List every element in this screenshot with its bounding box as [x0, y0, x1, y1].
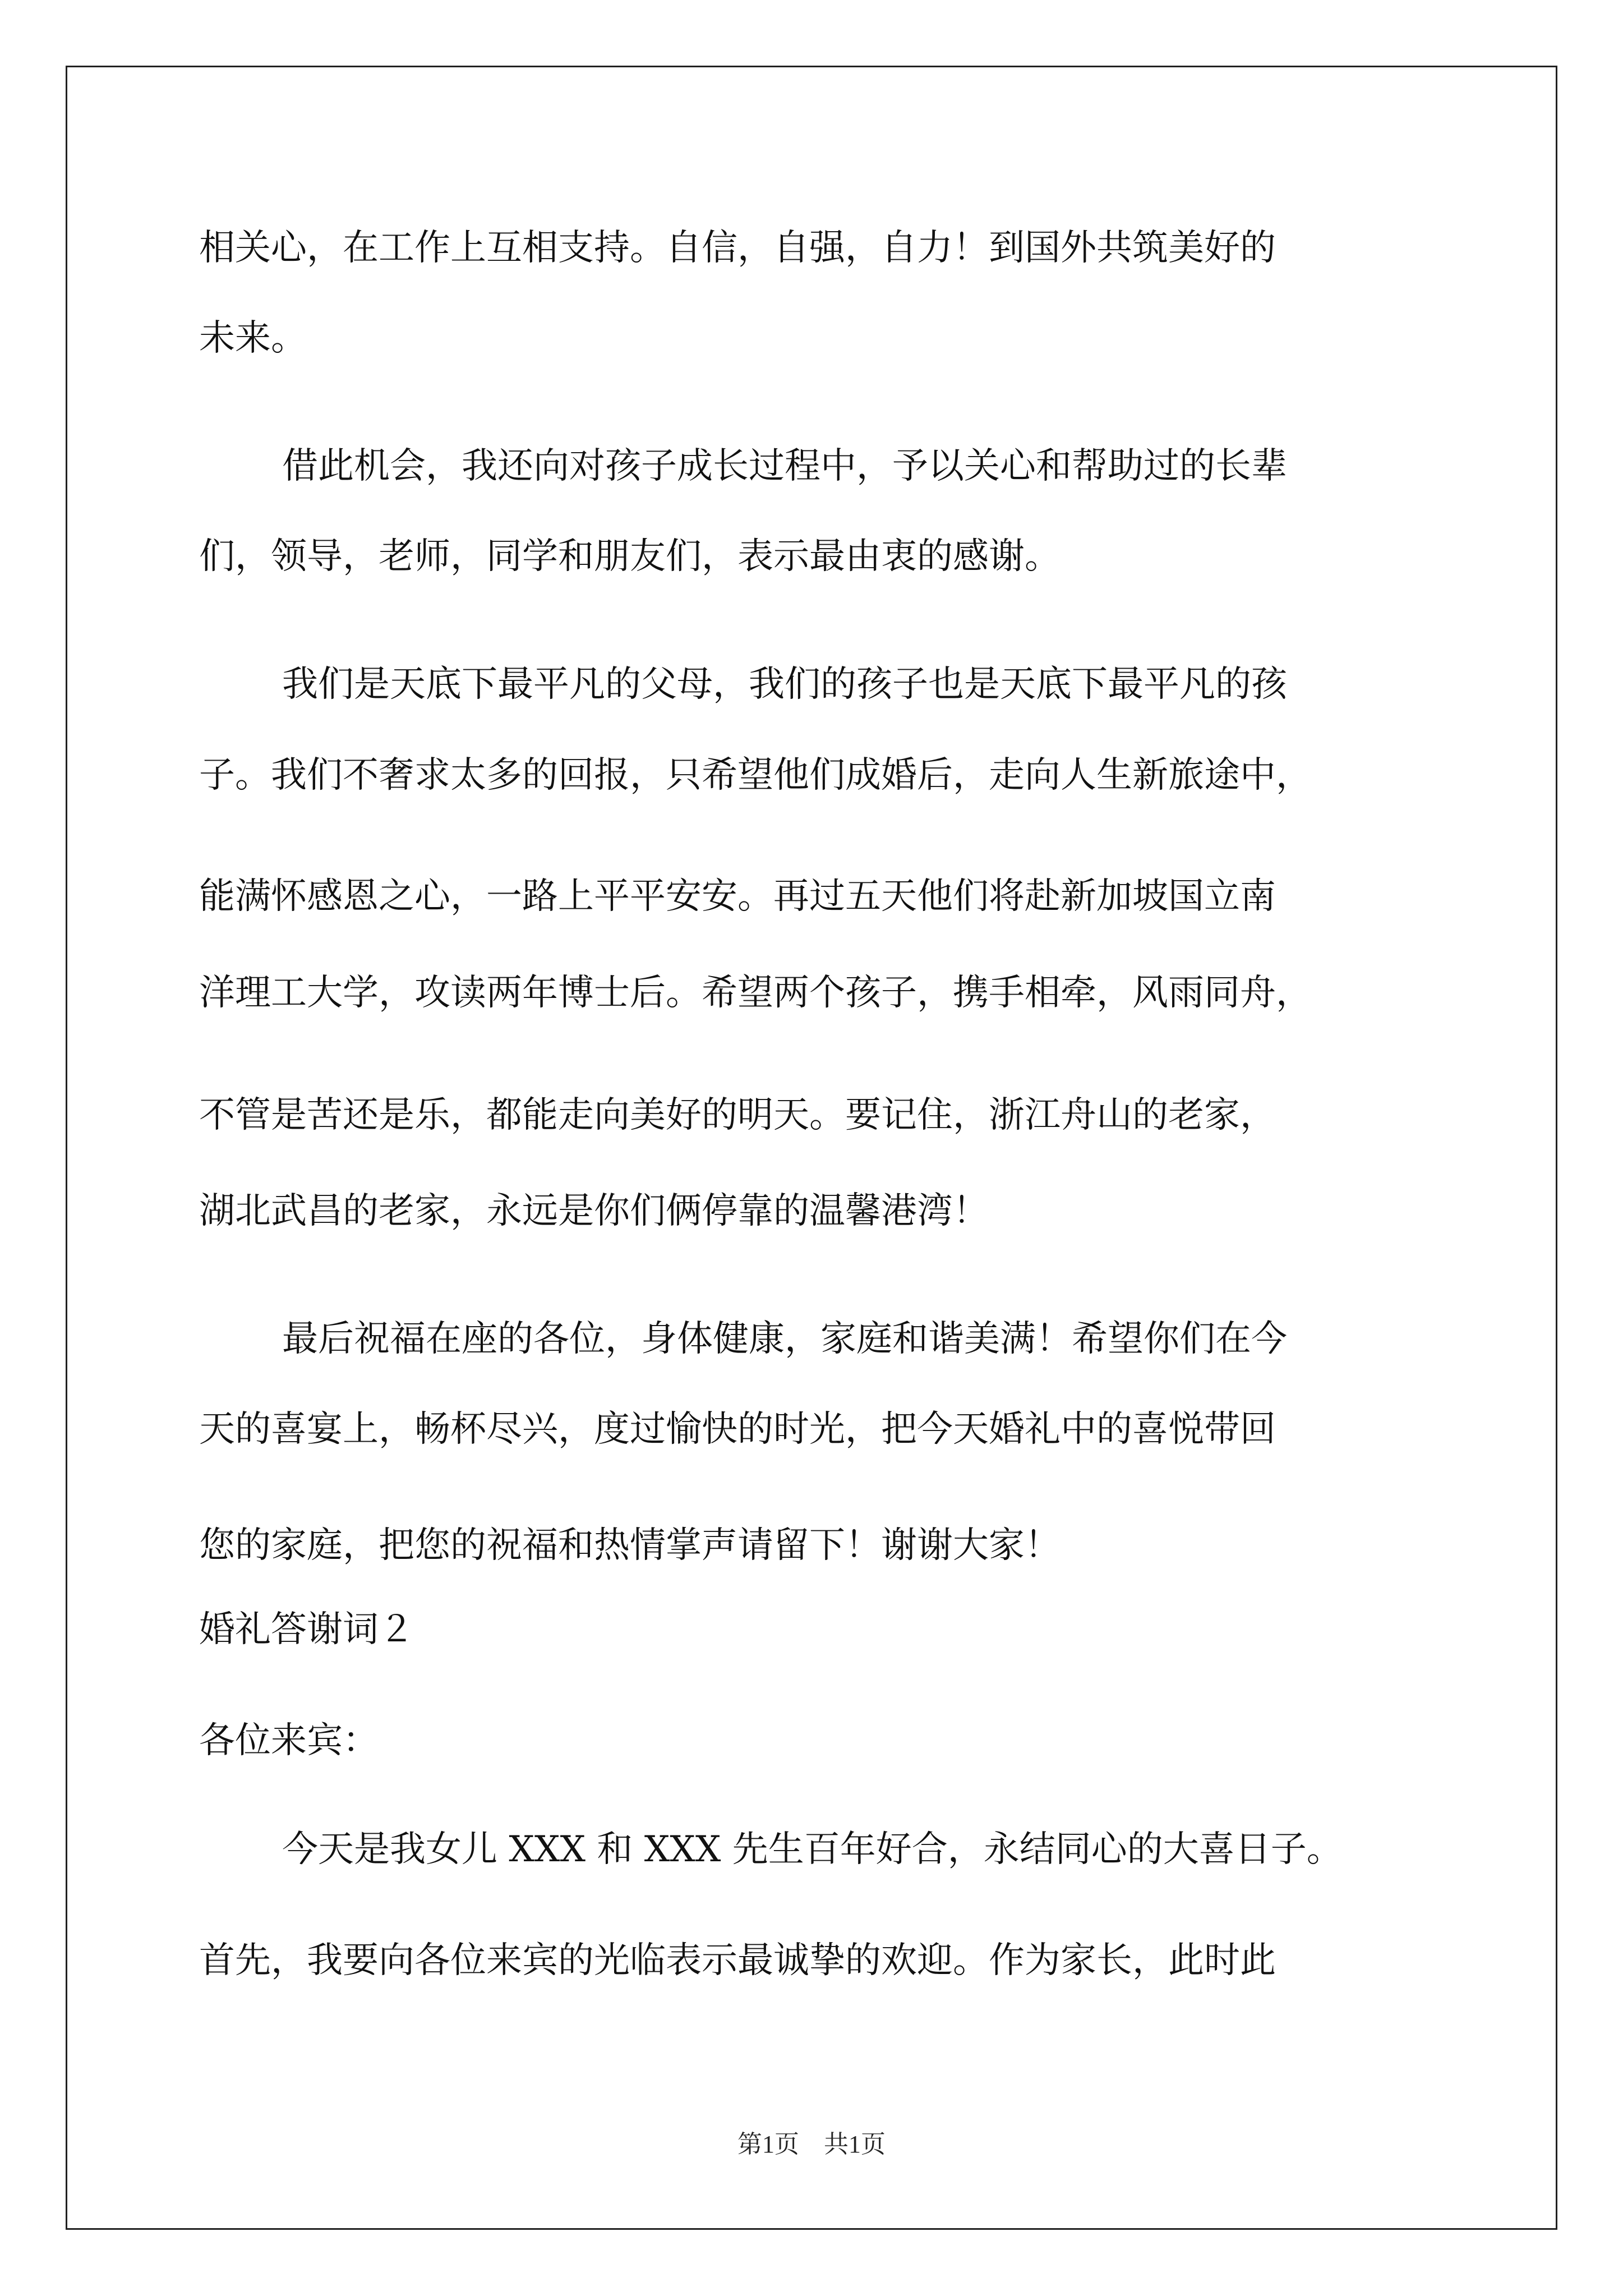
text-line: 子。我们不奢求太多的回报，只希望他们成婚后，走向人生新旅途中， — [199, 754, 1312, 796]
paragraph-first-line: 我们是天底下最平凡的父母，我们的孩子也是天底下最平凡的孩 — [282, 664, 1287, 705]
text-line: 首先，我要向各位来宾的光临表示最诚挚的欢迎。作为家长，此时此 — [199, 1940, 1276, 1981]
paragraph-first-line: 今天是我女儿 XXX 和 XXX 先生百年好合，永结同心的大喜日子。 — [282, 1829, 1343, 1870]
text-line: 相关心，在工作上互相支持。自信，自强，自力！到国外共筑美好的 — [199, 227, 1276, 269]
page-border — [66, 66, 1557, 2230]
page-number: 第1页 共1页 — [737, 2131, 886, 2158]
text-line: 洋理工大学，攻读两年博士后。希望两个孩子，携手相牵，风雨同舟， — [199, 972, 1312, 1014]
text-line: 能满怀感恩之心，一路上平平安安。再过五天他们将赴新加坡国立南 — [199, 876, 1276, 917]
paragraph-first-line: 借此机会，我还向对孩子成长过程中，予以关心和帮助过的长辈 — [282, 445, 1287, 487]
salutation: 各位来宾： — [199, 1720, 379, 1761]
text-line: 天的喜宴上，畅杯尽兴，度过愉快的时光，把今天婚礼中的喜悦带回 — [199, 1409, 1276, 1450]
section-heading: 婚礼答谢词２ — [199, 1609, 414, 1650]
text-line: 您的家庭，把您的祝福和热情掌声请留下！谢谢大家！ — [199, 1525, 1061, 1566]
paragraph-first-line: 最后祝福在座的各位，身体健康，家庭和谐美满！希望你们在今 — [282, 1318, 1287, 1360]
text-line: 未来。 — [199, 318, 307, 359]
text-line: 们，领导，老师，同学和朋友们，表示最由衷的感谢。 — [199, 536, 1061, 577]
text-line: 不管是苦还是乐，都能走向美好的明天。要记住，浙江舟山的老家， — [199, 1094, 1276, 1136]
text-line: 湖北武昌的老家，永远是你们俩停靠的温馨港湾！ — [199, 1190, 989, 1232]
